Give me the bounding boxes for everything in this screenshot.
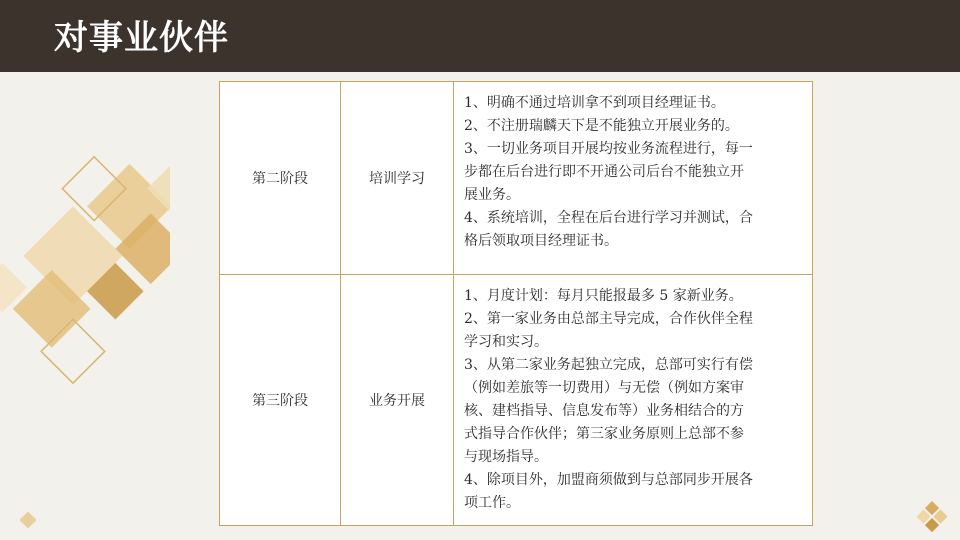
corner-diamond-icon xyxy=(18,510,38,530)
description-line: 4、系统培训，全程在后台进行学习并测试，合 xyxy=(464,210,753,226)
description-line: 格后领取项目经理证书。 xyxy=(464,233,618,249)
description-line: 4、除项目外，加盟商须做到与总部同步开展各 xyxy=(464,472,753,488)
description-line: 2、第一家业务由总部主导完成，合作伙伴全程 xyxy=(464,311,753,327)
decorative-diamonds xyxy=(0,120,170,420)
description-line: 展业务。 xyxy=(464,187,520,203)
description-line: 2、不注册瑞麟天下是不能独立开展业务的。 xyxy=(464,118,739,134)
description-cell xyxy=(454,82,813,275)
description-line: 1、月度计划：每月只能报最多 5 家新业务。 xyxy=(464,288,743,304)
description-line: 3、从第二家业务起独立完成，总部可实行有偿 xyxy=(464,357,753,373)
table-row xyxy=(220,275,813,526)
description-line: （例如差旅等一切费用）与无偿（例如方案审 xyxy=(464,380,744,396)
description-line: 与现场指导。 xyxy=(464,449,548,465)
table-row xyxy=(220,82,813,275)
item-cell: 业务开展 xyxy=(341,275,454,526)
description-line: 核、建档指导、信息发布等）业务相结合的方 xyxy=(464,403,744,419)
description-line: 3、一切业务项目开展均按业务流程进行，每一 xyxy=(464,141,753,157)
corner-diamonds-icon xyxy=(912,500,952,536)
stage-cell: 第二阶段 xyxy=(220,82,341,275)
header-bar xyxy=(0,0,960,72)
page-title: 对事业伙伴 xyxy=(54,18,229,58)
description-line: 步都在后台进行即不开通公司后台不能独立开 xyxy=(464,164,744,180)
plan-table xyxy=(219,81,813,526)
stage-cell: 第三阶段 xyxy=(220,275,341,526)
description-line: 1、明确不通过培训拿不到项目经理证书。 xyxy=(464,95,725,111)
description-line: 式指导合作伙伴；第三家业务原则上总部不参 xyxy=(464,426,744,442)
description-line: 学习和实习。 xyxy=(464,334,548,350)
description-cell xyxy=(454,275,813,526)
description-line: 项工作。 xyxy=(464,495,520,511)
item-cell: 培训学习 xyxy=(341,82,454,275)
